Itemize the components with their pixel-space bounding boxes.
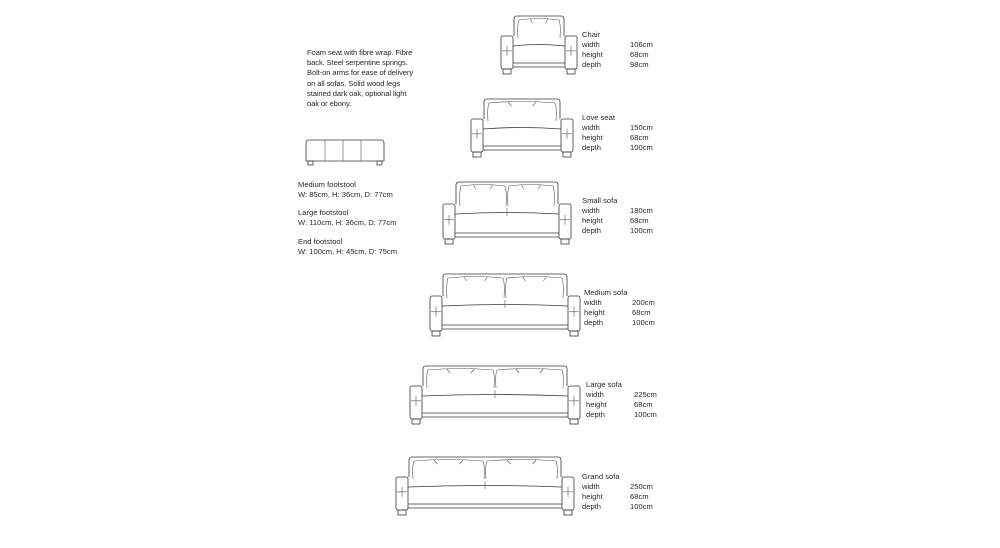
back-cushion bbox=[427, 369, 495, 389]
sofa-back bbox=[456, 182, 558, 204]
cushion-crease bbox=[530, 19, 532, 23]
height-label: height bbox=[582, 50, 603, 59]
height-label: height bbox=[586, 400, 607, 409]
width-label: width bbox=[582, 123, 600, 132]
leg bbox=[398, 510, 406, 515]
cushion-crease bbox=[516, 369, 519, 373]
height-value: 68cm bbox=[630, 492, 649, 501]
depth-label: depth bbox=[582, 60, 602, 69]
width-value: 106cm bbox=[630, 40, 653, 49]
cushion-crease bbox=[447, 369, 450, 373]
footstool-dims: W: 85cm, H: 36cm, D: 77cm bbox=[298, 190, 393, 199]
spec-note-line: back. Steel serpentine springs. bbox=[307, 58, 408, 68]
cushion-crease bbox=[507, 460, 511, 464]
back-cushion bbox=[506, 277, 564, 299]
depth-label: depth bbox=[582, 502, 602, 511]
height-value: 68cm bbox=[630, 133, 649, 142]
spec-note-line: Foam seat with fibre wrap. Fibre bbox=[307, 48, 413, 57]
sofa-name: Chair bbox=[582, 30, 601, 39]
small-sofa-drawing bbox=[442, 180, 572, 246]
depth-value: 100cm bbox=[634, 410, 657, 419]
leg bbox=[561, 239, 569, 244]
back-cushion bbox=[488, 102, 557, 122]
love-seat-dimensions bbox=[582, 113, 653, 153]
footstool-dims: W: 110cm, H: 36cm, D: 77cm bbox=[298, 218, 397, 227]
cushion-crease bbox=[523, 277, 526, 281]
leg bbox=[563, 152, 571, 157]
footstool-name: Large footstool bbox=[298, 208, 349, 217]
sofa-back bbox=[484, 99, 560, 119]
width-label: width bbox=[582, 482, 600, 491]
large-sofa-drawing bbox=[409, 364, 581, 426]
depth-value: 100cm bbox=[630, 502, 653, 511]
cushion-crease bbox=[538, 185, 540, 189]
love-seat-drawing bbox=[470, 97, 574, 159]
height-label: height bbox=[582, 216, 603, 225]
leg bbox=[570, 331, 578, 336]
height-label: height bbox=[582, 492, 603, 501]
back-cushion bbox=[508, 185, 555, 207]
footstool-spec-medium bbox=[298, 180, 393, 200]
leg bbox=[445, 239, 453, 244]
depth-label: depth bbox=[586, 410, 606, 419]
large-sofa-dimensions bbox=[586, 380, 657, 420]
spec-note-line: stained dark oak, optional light bbox=[307, 88, 407, 98]
height-label: height bbox=[582, 133, 603, 142]
sofa-name: Medium sofa bbox=[584, 288, 628, 297]
back-cushion bbox=[447, 277, 505, 299]
depth-value: 100cm bbox=[632, 318, 655, 327]
spec-note-line: Bolt-on arms for ease of delivery bbox=[307, 68, 414, 78]
depth-value: 100cm bbox=[630, 226, 653, 235]
back-cushion bbox=[518, 19, 561, 39]
depth-label: depth bbox=[582, 226, 602, 235]
sofa-back bbox=[514, 16, 564, 36]
leg bbox=[570, 419, 578, 424]
back-cushion bbox=[486, 460, 558, 480]
back-cushion bbox=[460, 185, 507, 207]
depth-value: 100cm bbox=[630, 143, 653, 152]
height-label: height bbox=[584, 308, 605, 317]
height-value: 68cm bbox=[634, 400, 653, 409]
width-value: 250cm bbox=[630, 482, 653, 491]
leg bbox=[412, 419, 420, 424]
depth-label: depth bbox=[584, 318, 604, 327]
cushion-crease bbox=[521, 185, 523, 189]
height-value: 68cm bbox=[630, 50, 649, 59]
seat-cushion bbox=[483, 128, 561, 130]
cushion-crease bbox=[459, 460, 463, 464]
cushion-crease bbox=[532, 460, 536, 464]
leg bbox=[432, 331, 440, 336]
medium-sofa-drawing bbox=[429, 272, 581, 338]
sofa-name: Large sofa bbox=[586, 380, 622, 389]
width-value: 225cm bbox=[634, 390, 657, 399]
footstool-name: Medium footstool bbox=[298, 180, 356, 189]
leg bbox=[567, 69, 575, 74]
cushion-crease bbox=[484, 277, 487, 281]
width-value: 200cm bbox=[632, 298, 655, 307]
footstool-spec-large bbox=[298, 208, 396, 228]
seat-cushion bbox=[513, 45, 565, 47]
width-label: width bbox=[584, 298, 602, 307]
sofa-name: Grand sofa bbox=[582, 472, 620, 481]
chair-drawing bbox=[500, 14, 578, 76]
grand-sofa-drawing bbox=[395, 455, 575, 517]
width-label: width bbox=[586, 390, 604, 399]
cushion-crease bbox=[546, 19, 548, 23]
cushion-crease bbox=[464, 277, 467, 281]
cushion-crease bbox=[540, 369, 543, 373]
cushion-crease bbox=[473, 185, 475, 189]
footstool-spec-end bbox=[298, 237, 397, 257]
depth-label: depth bbox=[582, 143, 602, 152]
sofa-name: Love seat bbox=[582, 113, 615, 122]
width-label: width bbox=[582, 206, 600, 215]
sofa-name: Small sofa bbox=[582, 196, 618, 205]
footstool-name: End footstool bbox=[298, 237, 343, 246]
grand-sofa-dimensions bbox=[582, 472, 653, 512]
spec-note-line: oak or ebony. bbox=[307, 99, 352, 109]
cushion-crease bbox=[434, 460, 438, 464]
back-cushion bbox=[413, 460, 485, 480]
cushion-crease bbox=[543, 277, 546, 281]
depth-value: 98cm bbox=[630, 60, 649, 69]
leg bbox=[473, 152, 481, 157]
leg bbox=[503, 69, 511, 74]
back-cushion bbox=[496, 369, 564, 389]
height-value: 68cm bbox=[630, 216, 649, 225]
footstool-drawing bbox=[303, 137, 387, 169]
sofa-back bbox=[443, 274, 567, 296]
construction-spec-note bbox=[307, 48, 443, 109]
medium-sofa-dimensions bbox=[584, 288, 655, 328]
cushion-crease bbox=[490, 185, 492, 189]
cushion-crease bbox=[533, 102, 537, 106]
width-label: width bbox=[582, 40, 600, 49]
cushion-crease bbox=[471, 369, 474, 373]
footstool-dims: W: 100cm, H: 45cm, D: 75cm bbox=[298, 247, 398, 256]
cushion-crease bbox=[508, 102, 512, 106]
spec-note-line: on all sofas. Solid wood legs bbox=[307, 78, 400, 88]
chair-dimensions bbox=[582, 30, 653, 70]
width-value: 180cm bbox=[630, 206, 653, 215]
leg bbox=[564, 510, 572, 515]
height-value: 68cm bbox=[632, 308, 651, 317]
small-sofa-dimensions bbox=[582, 196, 653, 236]
width-value: 150cm bbox=[630, 123, 653, 132]
